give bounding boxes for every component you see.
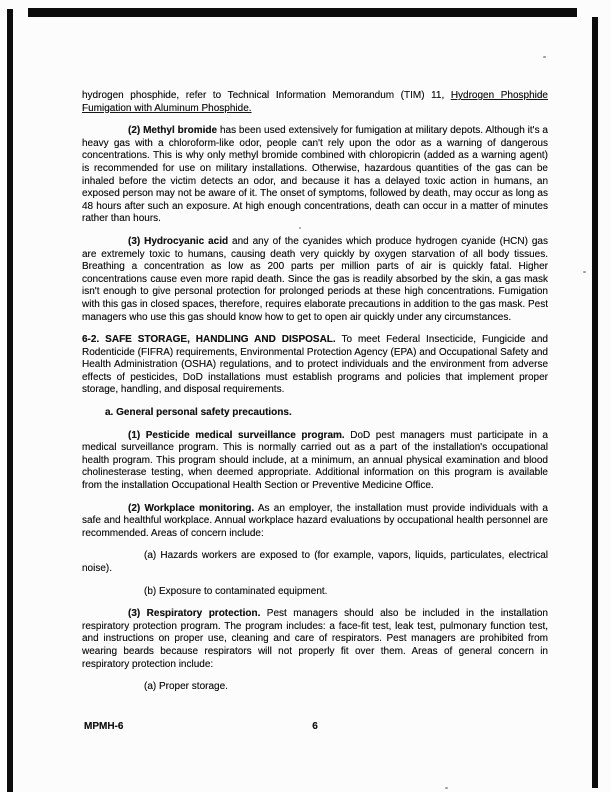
text-run: (2) Methyl bromide [128,125,218,137]
paragraph [82,125,548,226]
text-run: (3) Respiratory protection. [128,608,261,620]
paragraph [82,407,548,420]
scan-artifact-left-bar [7,9,13,792]
footer-doc-id: MPMH-6 [84,721,124,732]
scan-speck [543,56,546,58]
paragraph [82,430,548,493]
scan-artifact-right-bar [592,17,598,788]
reference-title: Hydrogen Phosphide Fumigation with Aluminum Phosphide. [82,90,548,114]
scan-artifact-top-bar [28,8,577,17]
paragraph [82,681,548,694]
text-run: (3) Hydrocyanic acid [128,235,229,247]
text-run: Pest managers should also be included in the installation respiratory protection program. The program includes: a face-fit test, leak test, pulmonary function test, and instructions on proper use, cleaning and care of respirators. Pest managers are prohibited from wearing beards because respirators will not properly fit over them. Areas of general concern in respiratory protection include: [82,608,548,670]
scan-speck [445,787,448,789]
text-run: DoD pest managers must participate in a medical surveillance program. This is normally carried out as a part of the installation's occupational health program. This program should include, at a minimum, an annual physical examination and blood cholinesterase testing, when deemed appropriate. Additional information on this program is available from the installation Occupational Health Section or Preventive Medicine Office. [82,429,548,492]
text-run: To meet Federal Insecticide, Fungicide and Rodenticide (FIFRA) requirements, Environmental Protection Agency (EPA) and Occupational Safety and Health Administration (OSHA) regulations, and to protect individuals and the environment from adverse effects of pesticides, DoD installations must establish programs and policies that implement proper storage, handling, and disposal requirements. [82,334,548,396]
paragraph [82,608,548,671]
paragraph [82,334,548,397]
page-footer [82,721,548,735]
document-body [82,90,548,704]
paragraph [82,550,548,575]
text-run: (1) Pesticide medical surveillance program. [128,429,345,441]
text-run: (a) Hazards workers are exposed to (for example, vapors, liquids, particulates, electrical noise). [82,550,548,574]
footer-page-number: 6 [312,721,318,732]
text-run: hydrogen phosphide, refer to Technical Information Memorandum (TIM) 11, [82,90,451,101]
paragraph [82,503,548,541]
paragraph [82,586,548,599]
paragraph [82,90,548,115]
text-run: (b) Exposure to contaminated equipment. [144,585,328,597]
text-run: a. General personal safety precautions. [105,407,292,419]
text-run: 6-2. SAFE STORAGE, HANDLING AND DISPOSAL. [82,334,336,346]
text-run: (2) Workplace monitoring. [128,502,255,514]
paragraph [82,236,548,324]
text-run: has been used extensively for fumigation at military depots. Although it's a heavy gas with a chloroform-like odor, people can't rely upon the odor as a warning of dangerous concentrations. This is why only methyl bromide combined with chloropicrin (added as a warning agent) is recommended for use on military installations. Otherwise, hazardous quantities of the gas can be inhaled before the victim detects an odor, and because it has a delayed toxic action in humans, an exposed person may not be aware of it. The onset of symptoms, followed by death, may occur as long as 48 hours after such an exposure. At high enough concentrations, death can occur in a matter of minutes rather than hours. [82,125,548,225]
scan-speck [583,271,586,273]
text-run: and any of the cyanides which produce hydrogen cyanide (HCN) gas are extremely toxic to humans, causing death very quickly by oxygen starvation of all body tissues. Breathing a concentration as low as 200 parts per million parts of air is quickly fatal. Higher concentrations cause even more rapid death. Since the gas is readily absorbed by the skin, a gas mask isn't enough to give personal protection for prolonged periods at these high concentrations. Fumigation with this gas in closed spaces, therefore, requires elaborate precautions in addition to the gas mask. Pest managers who use this gas should know how to get to open air quickly under any circumstances. [82,235,548,323]
text-run: As an employer, the installation must provide individuals with a safe and healthful workplace. Annual workplace hazard evaluations by occupational health personnel are recommended. Areas of concern include: [82,502,548,539]
text-run: (a) Proper storage. [144,681,228,693]
